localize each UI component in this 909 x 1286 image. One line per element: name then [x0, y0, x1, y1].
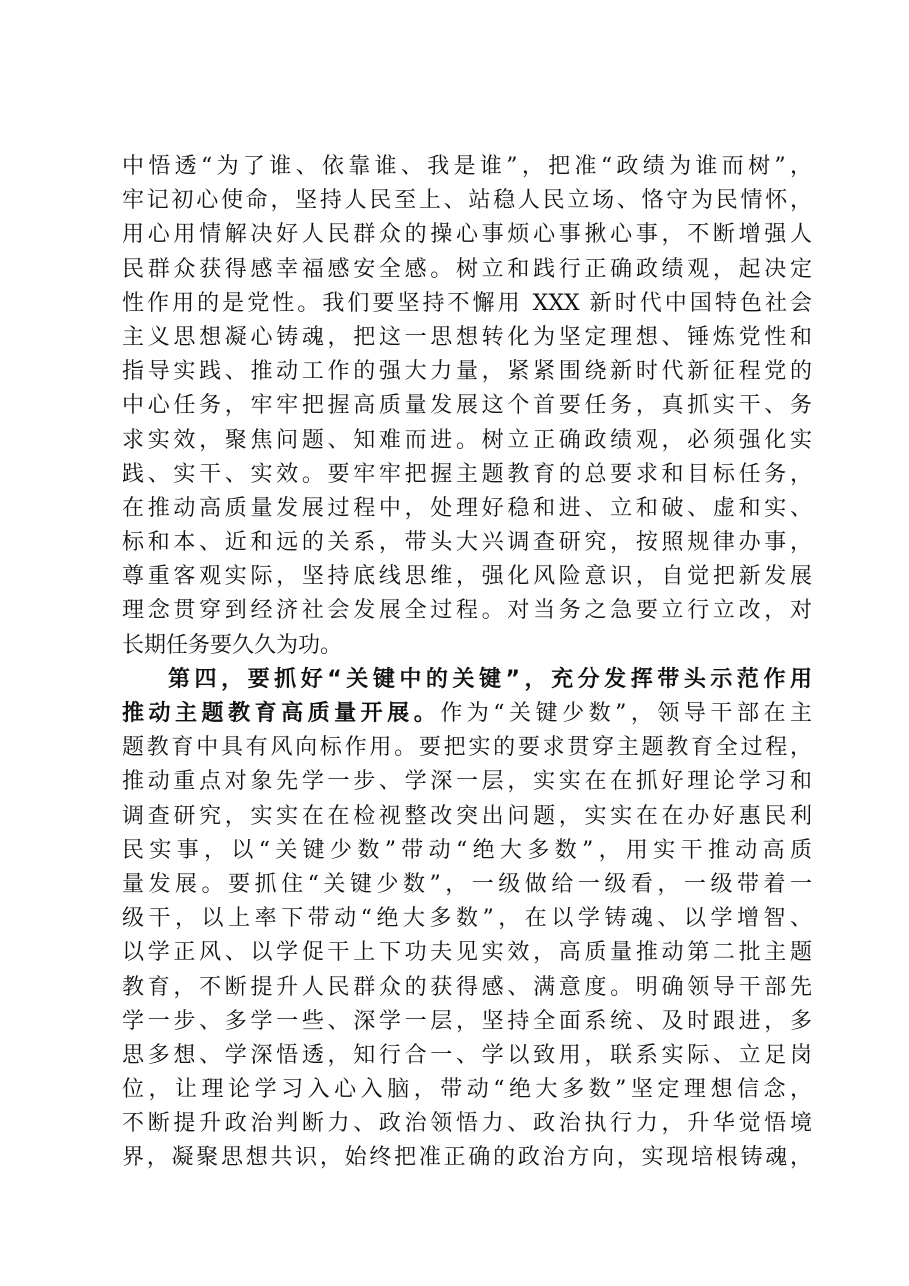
- text-line: 民群众获得感幸福感安全感。树立和践行正确政绩观，起决定: [122, 256, 812, 282]
- paragraph-2: [122, 663, 812, 1176]
- text-line: 思多想、学深悟透，知行合一、学以致用，联系实际、立足岗: [122, 1042, 812, 1068]
- text-line: 在推动高质量发展过程中，处理好稳和进、立和破、虚和实、: [122, 495, 812, 521]
- text-line-rest: 作为“关键少数”，领导干部在主: [440, 701, 812, 726]
- text-line: 理念贯穿到经济社会发展全过程。对当务之急要立行立改，对: [122, 598, 812, 624]
- text-line: 界，凝聚思想共识，始终把准正确的政治方向，实现培根铸魂，: [122, 1145, 812, 1171]
- text-line: 学一步、多学一些、深学一层，坚持全面系统、及时跟进，多: [122, 1008, 812, 1034]
- text-line: 践、实干、实效。要牢牢把握主题教育的总要求和目标任务，: [122, 461, 812, 487]
- text-line: 量发展。要抓住“关键少数”，一级做给一级看，一级带着一: [122, 871, 812, 897]
- text-line: 中悟透“为了谁、依靠谁、我是谁”，把准“政绩为谁而树”，: [122, 154, 812, 179]
- text-line: 推动重点对象先学一步、学深一层，实实在在抓好理论学习和: [122, 769, 812, 795]
- text-line: 长期任务要久久为功。: [122, 632, 343, 658]
- text-line: 位，让理论学习入心入脑，带动“绝大多数”坚定理想信念，: [122, 1077, 812, 1103]
- text-line: 题教育中具有风向标作用。要把实的要求贯穿主题教育全过程，: [122, 735, 812, 761]
- text-line: 调查研究，实实在在检视整改突出问题，实实在在办好惠民利: [122, 803, 812, 829]
- document-body: [122, 150, 812, 1176]
- text-line: 求实效，聚焦问题、知难而进。树立正确政绩观，必须强化实: [122, 427, 812, 453]
- text-line: 牢记初心使命，坚持人民至上、站稳人民立场、恪守为民情怀，: [122, 188, 812, 214]
- text-line: 民实事，以“关键少数”带动“绝大多数”，用实干推动高质: [122, 837, 812, 863]
- text-line: 中心任务，牢牢把握高质量发展这个首要任务，真抓实干、务: [122, 393, 812, 419]
- text-line: 以学正风、以学促干上下功夫见实效，高质量推动第二批主题: [122, 940, 812, 966]
- text-line: 性作用的是党性。我们要坚持不懈用 XXX 新时代中国特色社会: [122, 290, 812, 316]
- text-line: 级干，以上率下带动“绝大多数”，在以学铸魂、以学增智、: [122, 906, 812, 932]
- text-line: 尊重客观实际，坚持底线思维，强化风险意识，自觉把新发展: [122, 564, 812, 590]
- text-line: 标和本、近和远的关系，带头大兴调查研究，按照规律办事，: [122, 530, 812, 556]
- paragraph-1: [122, 150, 812, 663]
- section-heading-tail: 推动主题教育高质量开展。: [122, 701, 441, 726]
- text-line: 教育，不断提升人民群众的获得感、满意度。明确领导干部先: [122, 974, 812, 1000]
- section-heading-line: 第四，要抓好“关键中的关键”，充分发挥带头示范作用: [168, 666, 812, 692]
- text-line: 用心用情解决好人民群众的操心事烦心事揪心事，不断增强人: [122, 222, 812, 248]
- text-line: 主义思想凝心铸魂，把这一思想转化为坚定理想、锤炼党性和: [122, 324, 812, 350]
- text-line: 指导实践、推动工作的强大力量，紧紧围绕新时代新征程党的: [122, 359, 812, 385]
- text-line: [122, 697, 812, 731]
- text-line: 不断提升政治判断力、政治领悟力、政治执行力，升华觉悟境: [122, 1111, 812, 1137]
